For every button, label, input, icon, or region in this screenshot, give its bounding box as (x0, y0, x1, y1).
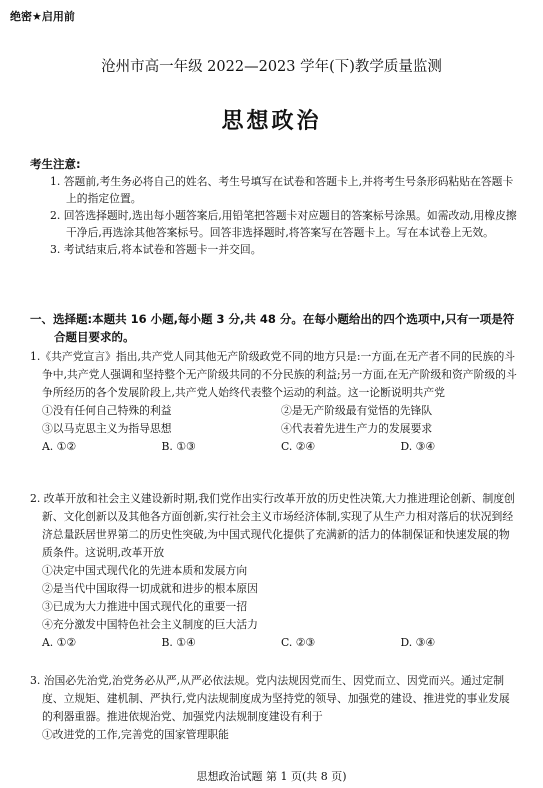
choice-a: A. ①② (42, 636, 77, 649)
statement: ②是无产阶级最有觉悟的先锋队 (281, 404, 433, 417)
question-1 (30, 348, 520, 456)
choice-a: A. ①② (42, 440, 77, 453)
choice-d: D. ③④ (400, 636, 435, 649)
statement: ③以马克思主义为指导思想 (42, 422, 172, 435)
question-stem: 3. 治国必先治党,治党务必从严,从严必依法规。党内法规因党而生、因党而立、因党而兴。通过定制度、立规矩、建机制、严执行,党内法规制度成为坚持党的领导、加强党的建设、推进党的事业发展的利器重器。推进依规治党、加强党内法规制度建设有利于 (30, 674, 510, 723)
exam-title: 沧州市高一年级 2022—2023 学年(下)教学质量监测 (101, 59, 442, 75)
statement: ④充分激发中国特色社会主义制度的巨大活力 (42, 618, 258, 631)
statement: ③已成为大力推进中国式现代化的重要一招 (42, 600, 248, 613)
question-3 (30, 672, 520, 744)
note-item: 3. 考试结束后,将本试卷和答题卡一并交回。 (50, 243, 262, 256)
note-item: 1. 答题前,考生务必将自己的姓名、考生号填写在试卷和答题卡上,并将考生号条形码粘贴在答题卡上的指定位置。 (50, 175, 514, 205)
subject-title: 思想政治 (221, 109, 322, 134)
choice-c: C. ②③ (281, 636, 316, 649)
statement: ④代表着先进生产力的发展要求 (281, 422, 433, 435)
notes-heading: 考生注意: (30, 157, 81, 171)
choice-row (30, 438, 520, 456)
choice-b: B. ①④ (161, 636, 196, 649)
statement: ②是当代中国取得一切成就和进步的根本原因 (42, 582, 258, 595)
statement: ①没有任何自己特殊的利益 (42, 404, 172, 417)
section-heading: 一、选择题:本题共 16 小题,每小题 3 分,共 48 分。在每小题给出的四个选项中,只有一项是符合题目要求的。 (30, 312, 515, 344)
statement: ①改进党的工作,完善党的国家管理职能 (42, 728, 229, 741)
choice-d: D. ③④ (400, 440, 435, 453)
choice-c: C. ②④ (281, 440, 316, 453)
statement: ①决定中国式现代化的先进本质和发展方向 (42, 564, 248, 577)
secret-label: 绝密★启用前 (10, 10, 75, 23)
choice-b: B. ①③ (161, 440, 196, 453)
question-stem: 1.《共产党宣言》指出,共产党人同其他无产阶级政党不同的地方只是:一方面,在无产者不同的民族的斗争中,共产党人强调和坚持整个无产阶级共同的不分民族的利益;另一方面,在无产阶级和资产阶级的斗争所经历的各个发展阶段上,共产党人始终代表整个运动的利益。这一论断说明共产党 (30, 350, 517, 399)
statement-row (30, 420, 520, 438)
statement-row (30, 402, 520, 420)
note-item: 2. 回答选择题时,选出每小题答案后,用铅笔把答题卡对应题目的答案标号涂黑。如需改动,用橡皮擦干净后,再选涂其他答案标号。回答非选择题时,将答案写在答题卡上。写在本试卷上无效。 (50, 209, 517, 239)
page-footer: 思想政治试题 第 1 页(共 8 页) (196, 770, 347, 783)
question-stem: 2. 改革开放和社会主义建设新时期,我们党作出实行改革开放的历史性决策,大力推进理论创新、制度创新、文化创新以及其他各方面创新,实行社会主义市场经济体制,实现了从生产力相对落后的状况到经济总量跃居世界第二的历史性突破,为中国式现代化提供了充满新的活力的体制保证和快速发展的物质条件。这说明,改革开放 (30, 492, 515, 559)
question-2 (30, 490, 520, 652)
choice-row (30, 634, 520, 652)
notes-list (50, 173, 520, 258)
